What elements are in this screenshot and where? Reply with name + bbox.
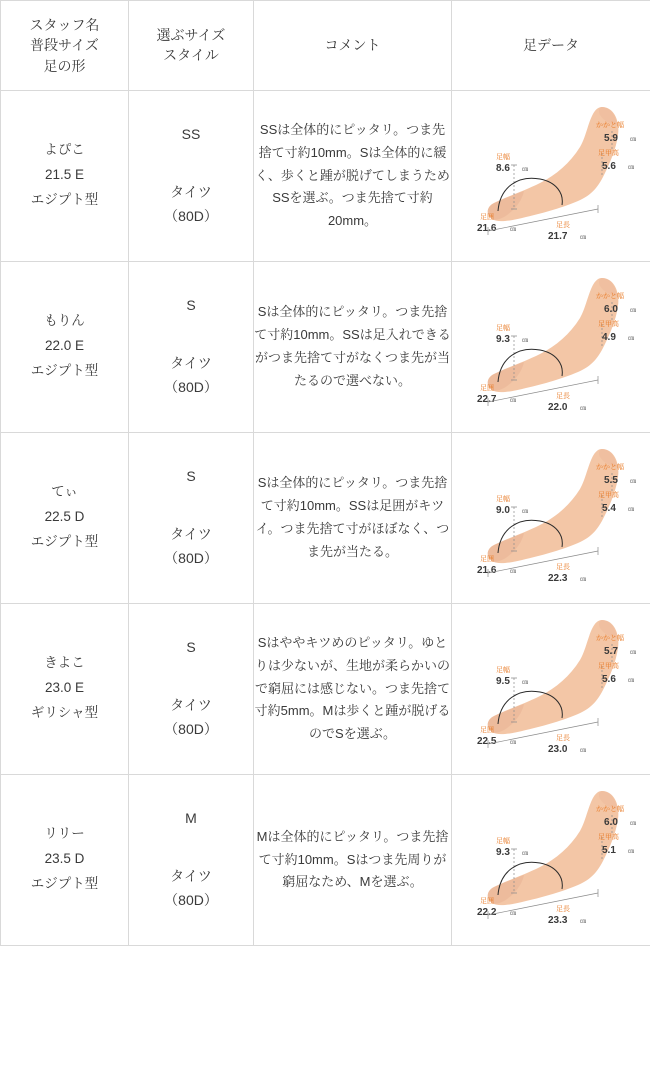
label-foot-length: 足長 xyxy=(556,905,570,913)
foot-diagram xyxy=(452,775,650,945)
unit-cm-girth: ㎝ xyxy=(510,226,517,233)
unit-cm-instep: ㎝ xyxy=(628,677,635,684)
staff-usual-size: 23.5 D xyxy=(44,851,85,867)
value-heel-width: 6.0 xyxy=(604,816,618,828)
value-foot-length: 23.3 xyxy=(548,914,568,926)
chosen-size: S xyxy=(186,297,196,314)
size-cell xyxy=(129,432,254,603)
staff-name: もりん xyxy=(44,313,85,329)
unit-cm-width: ㎝ xyxy=(522,679,529,686)
table-head xyxy=(1,1,650,91)
unit-cm-heel: ㎝ xyxy=(630,307,637,314)
staff-usual-size: 21.5 E xyxy=(44,167,85,183)
unit-cm-heel: ㎝ xyxy=(630,478,637,485)
table-row xyxy=(1,774,650,945)
staff-foot-type: エジプト型 xyxy=(30,363,99,379)
label-foot-width: 足幅 xyxy=(496,666,510,674)
comment-cell: Mは全体的にピッタリ。つま先捨て寸約10mm。Sはつま先周りが窮屈なため、Mを選ぶ。 xyxy=(254,774,452,945)
size-denier: （80D） xyxy=(164,207,218,224)
value-instep-height: 5.4 xyxy=(602,502,616,514)
value-foot-width: 9.5 xyxy=(496,675,510,687)
size-cell xyxy=(129,90,254,261)
label-foot-width: 足幅 xyxy=(496,837,510,845)
foot-diagram xyxy=(452,262,650,432)
staff-foot-type: エジプト型 xyxy=(30,876,99,892)
header-size xyxy=(129,1,254,91)
label-heel-width: かかと幅 xyxy=(596,805,624,813)
staff-foot-type: ギリシャ型 xyxy=(30,705,99,721)
foot-data-cell xyxy=(452,432,650,603)
label-instep-height: 足甲高 xyxy=(598,662,619,670)
label-foot-girth: 足囲 xyxy=(480,213,494,221)
size-style: タイツ xyxy=(170,867,212,884)
table-row xyxy=(1,261,650,432)
size-cell xyxy=(129,261,254,432)
unit-cm-width: ㎝ xyxy=(522,850,529,857)
comment-cell: Sは全体的にピッタリ。つま先捨て寸約10mm。SSは足囲がキツイ。つま先捨て寸がほぼなく、つま先が当たる。 xyxy=(254,432,452,603)
staff-name: よぴこ xyxy=(44,142,85,158)
unit-cm-width: ㎝ xyxy=(522,337,529,344)
unit-cm-instep: ㎝ xyxy=(628,848,635,855)
value-foot-length: 22.3 xyxy=(548,572,568,584)
comment-cell: Sはややキツめのピッタリ。ゆとりは少ないが、生地が柔らかいので窮屈には感じない。つま先捨て寸約5mm。Mは歩くと踵が脱げるのでSを選ぶ。 xyxy=(254,603,452,774)
value-foot-girth: 21.6 xyxy=(477,222,497,234)
table-row xyxy=(1,90,650,261)
size-style: タイツ xyxy=(170,354,212,371)
chosen-size: S xyxy=(186,639,196,656)
table-row xyxy=(1,603,650,774)
size-denier: （80D） xyxy=(164,891,218,908)
unit-cm-heel: ㎝ xyxy=(630,649,637,656)
header-staff-line-3: 足の形 xyxy=(43,57,86,74)
label-foot-width: 足幅 xyxy=(496,153,510,161)
comment-cell: Sは全体的にピッタリ。つま先捨て寸約10mm。SSは足入れできるがつま先捨て寸がなくつま先が当たるので選べない。 xyxy=(254,261,452,432)
label-foot-girth: 足囲 xyxy=(480,897,494,905)
label-foot-length: 足長 xyxy=(556,392,570,400)
unit-cm-heel: ㎝ xyxy=(630,136,637,143)
label-instep-height: 足甲高 xyxy=(598,833,619,841)
header-comment-line-1: コメント xyxy=(324,37,381,54)
header-staff xyxy=(1,1,129,91)
header-size-line-1: 選ぶサイズ xyxy=(156,27,226,44)
staff-cell xyxy=(1,90,129,261)
value-foot-width: 9.0 xyxy=(496,504,510,516)
value-heel-width: 6.0 xyxy=(604,303,618,315)
unit-cm-girth: ㎝ xyxy=(510,739,517,746)
staff-name: きよこ xyxy=(44,655,85,671)
size-denier: （80D） xyxy=(164,720,218,737)
label-foot-width: 足幅 xyxy=(496,324,510,332)
table-header-row xyxy=(1,1,650,91)
foot-data-cell xyxy=(452,603,650,774)
label-heel-width: かかと幅 xyxy=(596,634,624,642)
value-heel-width: 5.9 xyxy=(604,132,618,144)
value-foot-girth: 21.6 xyxy=(477,564,497,576)
label-foot-width: 足幅 xyxy=(496,495,510,503)
chosen-size: S xyxy=(186,468,196,485)
staff-cell xyxy=(1,774,129,945)
header-comment xyxy=(254,1,452,91)
unit-cm-girth: ㎝ xyxy=(510,568,517,575)
header-staff-line-1: スタッフ名 xyxy=(29,17,100,33)
header-foot-data xyxy=(452,1,650,91)
staff-usual-size: 22.0 E xyxy=(44,338,85,354)
table-row xyxy=(1,432,650,603)
unit-cm-length: ㎝ xyxy=(580,405,587,412)
value-heel-width: 5.5 xyxy=(604,474,618,486)
size-denier: （80D） xyxy=(164,549,218,566)
unit-cm-width: ㎝ xyxy=(522,166,529,173)
staff-name: てぃ xyxy=(51,484,78,500)
value-instep-height: 5.6 xyxy=(602,160,616,172)
unit-cm-width: ㎝ xyxy=(522,508,529,515)
chosen-size: SS xyxy=(181,126,201,143)
header-foot-line-1: 足データ xyxy=(523,37,579,54)
unit-cm-length: ㎝ xyxy=(580,234,587,241)
label-instep-height: 足甲高 xyxy=(598,320,619,328)
staff-foot-type: エジプト型 xyxy=(30,534,99,550)
label-heel-width: かかと幅 xyxy=(596,463,624,471)
chosen-size: M xyxy=(185,810,197,827)
size-style: タイツ xyxy=(170,525,212,542)
unit-cm-length: ㎝ xyxy=(580,918,587,925)
value-foot-width: 9.3 xyxy=(496,333,510,345)
value-foot-length: 23.0 xyxy=(548,743,568,755)
label-instep-height: 足甲高 xyxy=(598,491,619,499)
staff-foot-type: エジプト型 xyxy=(30,192,99,208)
staff-cell xyxy=(1,603,129,774)
size-style: タイツ xyxy=(170,183,212,200)
value-foot-girth: 22.2 xyxy=(477,906,497,918)
foot-diagram xyxy=(452,433,650,603)
foot-data-cell xyxy=(452,261,650,432)
label-foot-length: 足長 xyxy=(556,221,570,229)
unit-cm-instep: ㎝ xyxy=(628,506,635,513)
staff-usual-size: 22.5 D xyxy=(44,509,85,525)
value-foot-length: 22.0 xyxy=(548,401,568,413)
unit-cm-length: ㎝ xyxy=(580,576,587,583)
value-foot-girth: 22.7 xyxy=(477,393,497,405)
size-cell xyxy=(129,774,254,945)
label-foot-length: 足長 xyxy=(556,563,570,571)
value-foot-girth: 22.5 xyxy=(477,735,497,747)
label-foot-girth: 足囲 xyxy=(480,384,494,392)
value-instep-height: 4.9 xyxy=(602,331,616,343)
value-heel-width: 5.7 xyxy=(604,645,618,657)
value-foot-width: 8.6 xyxy=(496,162,510,174)
header-staff-line-2: 普段サイズ xyxy=(30,37,99,54)
value-instep-height: 5.6 xyxy=(602,673,616,685)
label-foot-girth: 足囲 xyxy=(480,726,494,734)
label-foot-girth: 足囲 xyxy=(480,555,494,563)
label-heel-width: かかと幅 xyxy=(596,121,624,129)
staff-usual-size: 23.0 E xyxy=(44,680,85,696)
foot-data-cell xyxy=(452,90,650,261)
label-instep-height: 足甲高 xyxy=(598,149,619,157)
size-style: タイツ xyxy=(170,696,212,713)
foot-diagram xyxy=(452,604,650,774)
staff-cell xyxy=(1,261,129,432)
staff-name: リリー xyxy=(44,826,85,842)
foot-data-cell xyxy=(452,774,650,945)
unit-cm-girth: ㎝ xyxy=(510,397,517,404)
unit-cm-heel: ㎝ xyxy=(630,820,637,827)
label-foot-length: 足長 xyxy=(556,734,570,742)
comment-cell: SSは全体的にピッタリ。つま先捨て寸約10mm。Sは全体的に緩く、歩くと踵が脱げてしまうためSSを選ぶ。つま先捨て寸約20mm。 xyxy=(254,90,452,261)
table-body xyxy=(1,90,650,945)
value-foot-length: 21.7 xyxy=(548,230,568,242)
staff-cell xyxy=(1,432,129,603)
size-denier: （80D） xyxy=(164,378,218,395)
value-foot-width: 9.3 xyxy=(496,846,510,858)
label-heel-width: かかと幅 xyxy=(596,292,624,300)
foot-diagram xyxy=(452,91,650,261)
unit-cm-girth: ㎝ xyxy=(510,910,517,917)
unit-cm-instep: ㎝ xyxy=(628,335,635,342)
value-instep-height: 5.1 xyxy=(602,844,616,856)
unit-cm-instep: ㎝ xyxy=(628,164,635,171)
size-cell xyxy=(129,603,254,774)
header-size-line-2: スタイル xyxy=(163,47,219,64)
unit-cm-length: ㎝ xyxy=(580,747,587,754)
